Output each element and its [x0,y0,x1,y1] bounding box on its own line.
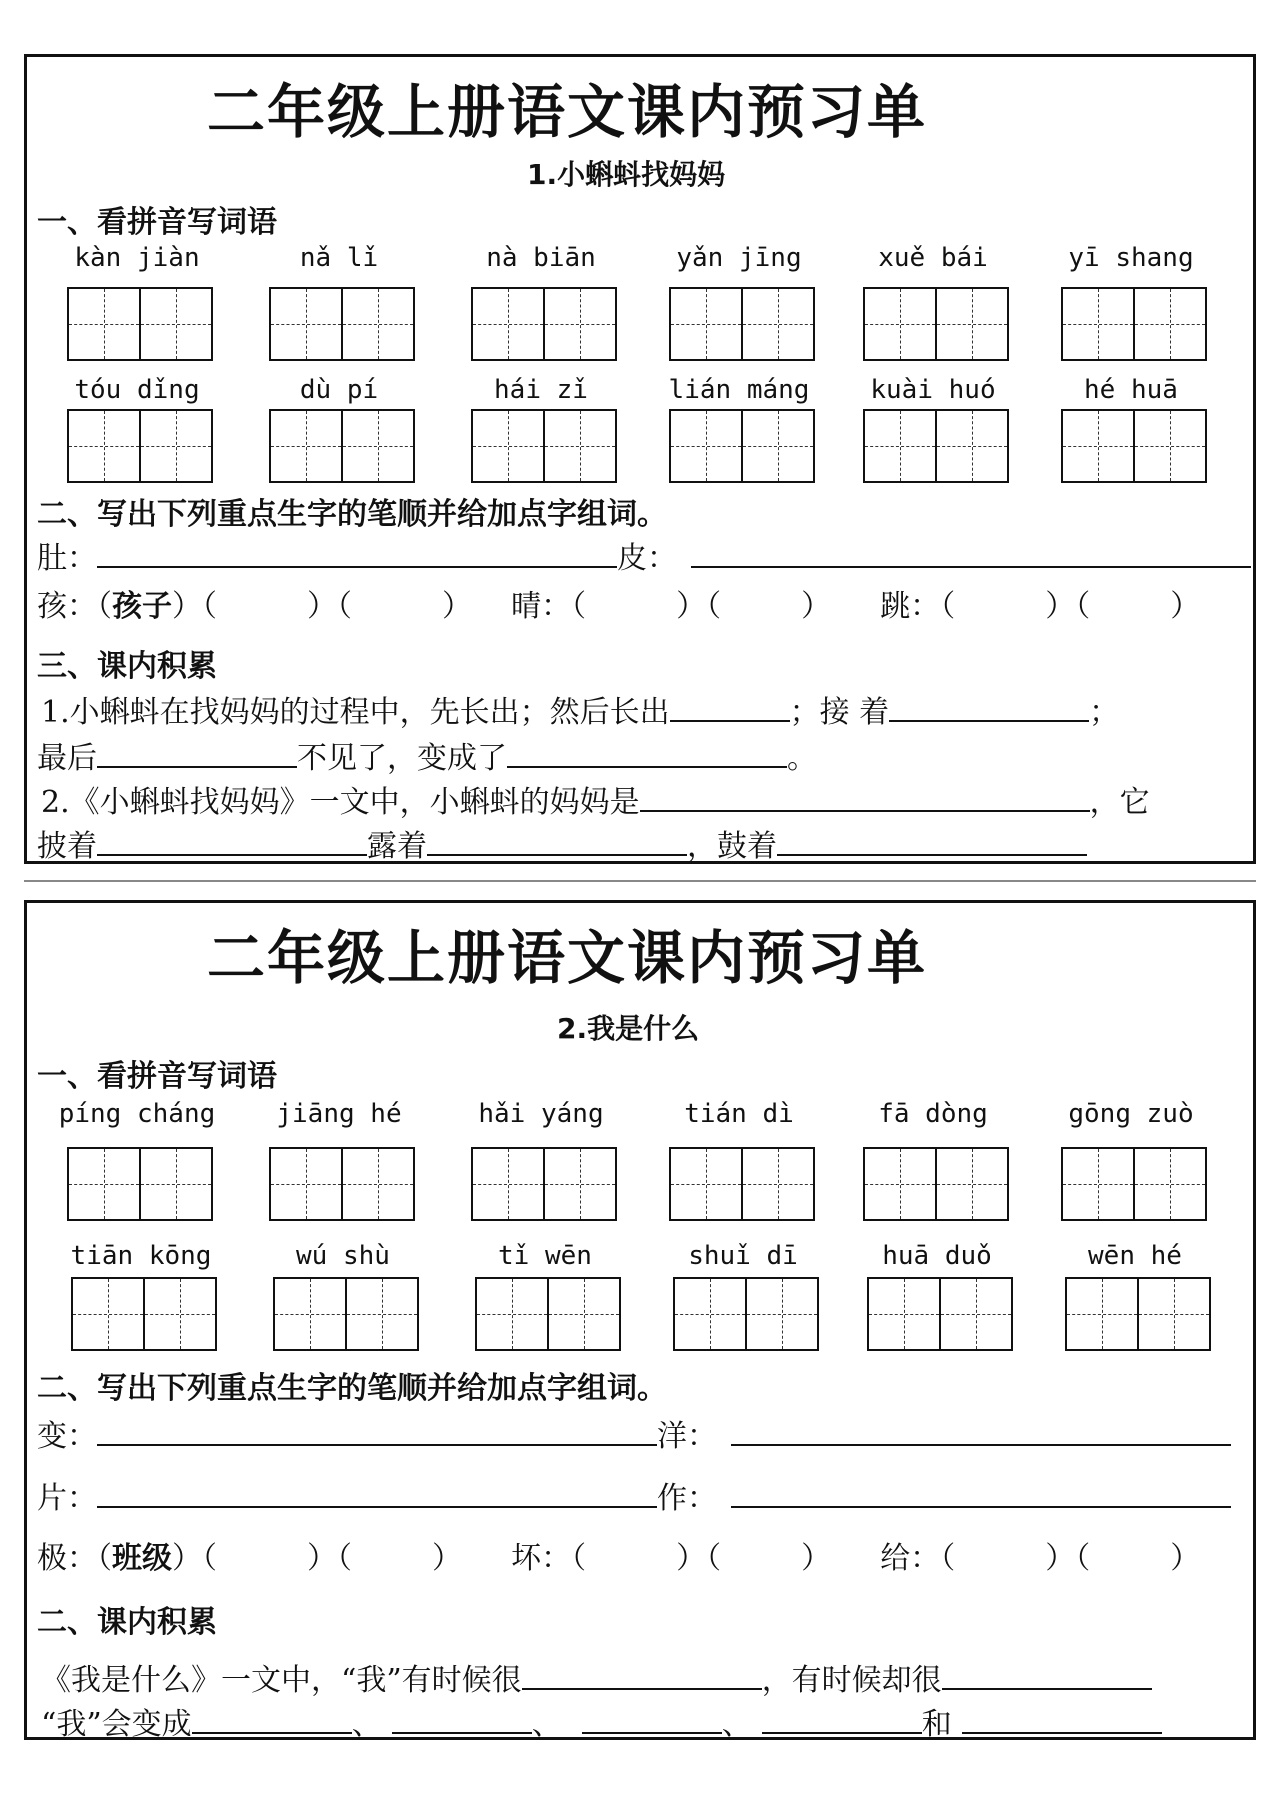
section-heading: 二、写出下列重点生字的笔顺并给加点字组词。 [37,497,667,532]
pinyin-label: jiāng hé [276,1099,402,1129]
writing-grid[interactable] [475,1277,621,1351]
stroke-line: 变： 洋： [37,1411,1231,1455]
answer-blank[interactable] [889,692,1089,722]
writing-grid[interactable] [1061,287,1207,361]
answer-blank[interactable] [762,1704,922,1734]
pinyin-label: wú shù [296,1241,390,1271]
answer-blank[interactable] [97,738,297,768]
pinyin-label: tóu dǐng [74,375,200,405]
writing-grid[interactable] [863,287,1009,361]
writing-grid[interactable] [1061,409,1207,483]
writing-grid[interactable] [67,409,213,483]
answer-blank[interactable] [777,826,1087,856]
writing-grid[interactable] [867,1277,1013,1351]
stroke-line: 肚： 皮： [37,533,1251,577]
question-1-cont: 最后 不见了，变成了 。 [37,733,817,777]
writing-grid[interactable] [67,287,213,361]
writing-grid[interactable] [669,287,815,361]
pinyin-label: hé huā [1084,375,1178,405]
writing-grid[interactable] [673,1277,819,1351]
pinyin-label: yǎn jīng [676,243,802,273]
pinyin-label: píng cháng [58,1099,216,1129]
answer-blank[interactable] [97,826,367,856]
pinyin-label: xuě bái [878,243,988,273]
writing-grid[interactable] [67,1147,213,1221]
writing-grid[interactable] [669,409,815,483]
writing-grid[interactable] [669,1147,815,1221]
section-heading: 二、课内积累 [37,1605,217,1640]
worksheet-1 [24,54,1256,864]
answer-blank[interactable] [670,692,790,722]
pinyin-label: kàn jiàn [74,243,200,273]
pinyin-label: nà biān [486,243,596,273]
writing-grid[interactable] [1061,1147,1207,1221]
answer-blank[interactable] [942,1660,1152,1690]
writing-grid[interactable] [863,409,1009,483]
pinyin-label: shuǐ dī [688,1241,798,1271]
question: 《我是什么》一文中，“我”有时候很 ，有时候却很 [41,1655,1152,1699]
answer-blank[interactable] [97,538,617,568]
question-cont: “我”会变成 、 、 、 和 [41,1699,1162,1743]
writing-grid[interactable] [269,287,415,361]
page-divider [24,880,1256,882]
writing-grid[interactable] [273,1277,419,1351]
pinyin-label: dù pí [299,375,379,405]
pinyin-label: gōng zuò [1068,1099,1194,1129]
answer-blank[interactable] [731,1478,1231,1508]
pinyin-label: tián dì [684,1099,794,1129]
section-heading: 二、写出下列重点生字的笔顺并给加点字组词。 [37,1371,667,1406]
writing-grid[interactable] [471,287,617,361]
section-heading: 一、看拼音写词语 [37,1059,277,1094]
stroke-line: 片： 作： [37,1473,1231,1517]
answer-blank[interactable] [97,1478,657,1508]
answer-blank[interactable] [522,1660,762,1690]
pinyin-label: huā duǒ [882,1241,992,1271]
pinyin-label: fā dòng [878,1099,988,1129]
answer-blank[interactable] [962,1704,1162,1734]
worksheet-title: 二年级上册语文课内预习单 [207,924,928,992]
question-2: 2.《小蝌蚪找妈妈》一文中，小蝌蚪的妈妈是 ，它 [41,777,1150,821]
pinyin-label: hái zǐ [494,375,588,405]
writing-grid[interactable] [269,409,415,483]
answer-blank[interactable] [392,1704,532,1734]
writing-grid[interactable] [269,1147,415,1221]
section-heading: 三、课内积累 [37,649,217,684]
answer-blank[interactable] [691,538,1251,568]
pinyin-label: nǎ lǐ [299,243,379,273]
answer-blank[interactable] [192,1704,352,1734]
worksheet-2 [24,900,1256,1740]
writing-grid[interactable] [71,1277,217,1351]
answer-blank[interactable] [97,1416,657,1446]
answer-blank[interactable] [427,826,687,856]
answer-blank[interactable] [640,782,1090,812]
lesson-title: 2.我是什么 [557,1012,700,1045]
pinyin-label: tǐ wēn [498,1241,592,1271]
writing-grid[interactable] [471,1147,617,1221]
lesson-title: 1.小蝌蚪找妈妈 [527,158,726,191]
section-heading: 一、看拼音写词语 [37,205,277,240]
writing-grid[interactable] [863,1147,1009,1221]
answer-blank[interactable] [507,738,787,768]
pinyin-label: hǎi yáng [478,1099,604,1129]
writing-grid[interactable] [471,409,617,483]
pinyin-label: wēn hé [1088,1241,1182,1271]
pinyin-label: tiān kōng [70,1241,212,1271]
word-group-line: 极：（班级）（ ）（ ） 坏：（ ）（ ） 给：（ ）（ ） [37,1541,1201,1576]
answer-blank[interactable] [731,1416,1231,1446]
worksheet-title: 二年级上册语文课内预习单 [207,78,928,146]
question-2-cont: 披着 露着 ，鼓着 [37,821,1087,865]
writing-grid[interactable] [1065,1277,1211,1351]
pinyin-label: lián máng [668,375,810,405]
question-1: 1.小蝌蚪在找妈妈的过程中，先长出；然后长出 ；接 着 ； [41,687,1119,731]
pinyin-label: yī shang [1068,243,1194,273]
answer-blank[interactable] [582,1704,722,1734]
pinyin-label: kuài huó [870,375,996,405]
word-group-line: 孩：（孩子）（ ）（ ） 晴：（ ）（ ） 跳：（ ）（ ） [37,589,1201,624]
